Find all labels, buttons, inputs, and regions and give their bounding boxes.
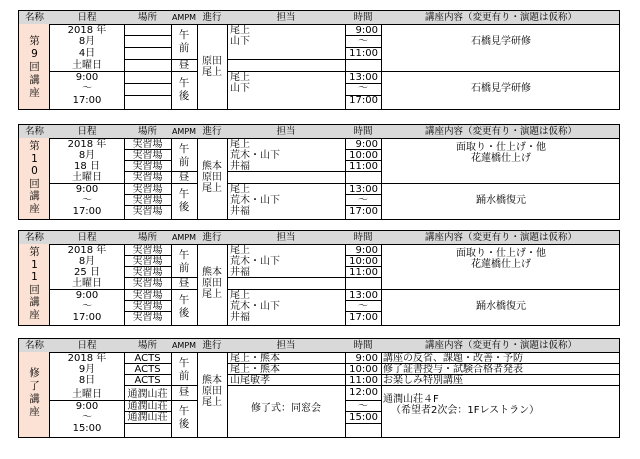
am-label: 午 前 <box>178 143 190 168</box>
place-1: ACTS <box>134 353 161 364</box>
tilde: ～ <box>82 83 92 94</box>
pm-start: 9:00 <box>75 184 99 195</box>
pm-start: 9:00 <box>75 290 99 301</box>
noon-label: 昼 <box>178 277 190 289</box>
session-9-table <box>18 10 620 110</box>
pm-end: 15:00 <box>72 423 102 434</box>
pm-label: 午 後 <box>178 77 190 102</box>
header-date: 日程 <box>77 126 97 137</box>
am-time-1: 9:00 <box>355 25 378 36</box>
header-place: 場所 <box>137 232 157 243</box>
am-content: 面取り・仕上げ・他 花蓮橋仕上げ <box>456 142 546 164</box>
date-month: 8月 <box>78 150 96 161</box>
am-label: 午 前 <box>178 249 190 274</box>
date-day: 8日 <box>78 375 96 386</box>
pm-time-3: 17:00 <box>349 312 378 323</box>
session-label: 第 1 0 回 講 座 <box>29 140 40 215</box>
pm-time-2: ～ <box>358 195 368 206</box>
place-2: 実習場 <box>132 256 163 267</box>
pm-instructor: 修了式：同窓会 <box>251 403 321 414</box>
am-time-2: 10:00 <box>349 256 378 267</box>
pm-instructor-3: 井福 <box>230 312 250 323</box>
noon-label: 昼 <box>178 59 190 71</box>
place-2: 実習場 <box>132 150 163 161</box>
am-label: 午 前 <box>178 29 190 54</box>
date-day: 18 日 <box>74 161 100 172</box>
tilde: ～ <box>82 195 92 206</box>
header-ampm: AMPM <box>171 341 197 350</box>
am-instructor-3: 山尾敏孝 <box>230 375 270 386</box>
am-instructor-2: 荒木・山下 <box>230 150 280 161</box>
header-place: 場所 <box>137 126 157 137</box>
place-1: 実習場 <box>132 139 163 150</box>
am-time-3: 11:00 <box>349 161 378 172</box>
am-instructor-1: 尾上・熊本 <box>230 353 280 364</box>
header-time: 時間 <box>353 340 373 351</box>
pm-time-2: ～ <box>358 301 368 312</box>
header-time: 時間 <box>353 232 373 243</box>
header-content: 講座内容（変更有り・演題は仮称） <box>424 12 577 23</box>
session-label: 第 9 回 講 座 <box>29 35 40 99</box>
am-instructor-1: 尾上 <box>230 25 250 36</box>
am-label: 午 前 <box>178 357 190 382</box>
place-3: ACTS <box>134 375 161 386</box>
progress-staff: 熊本 原田 尾上 <box>202 267 222 300</box>
place-5: 実習場 <box>132 184 163 195</box>
header-instructor: 担当 <box>276 126 296 137</box>
header-ampm: AMPM <box>171 13 197 22</box>
place-7: 実習場 <box>132 312 163 323</box>
header-date: 日程 <box>77 12 97 23</box>
am-content-1: 講座の反省、課題・改善・予防 <box>383 353 523 364</box>
pm-instructor-1: 尾上 <box>230 72 250 83</box>
header-name: 名称 <box>24 232 44 243</box>
am-time-2: 10:00 <box>349 364 378 375</box>
am-time-2: 10:00 <box>349 150 378 161</box>
pm-content: 踊水橋復元 <box>476 195 526 206</box>
header-instructor: 担当 <box>276 12 296 23</box>
header-progress: 進行 <box>202 232 222 243</box>
pm-time-3: 17:00 <box>349 206 378 217</box>
place-6: 実習場 <box>132 301 163 312</box>
pm-time-1: 13:00 <box>349 290 378 301</box>
place-3: 実習場 <box>132 161 163 172</box>
am-instructor-2: 荒木・山下 <box>230 256 280 267</box>
pm-time-1: 13:00 <box>349 184 378 195</box>
place-1: 実習場 <box>132 245 163 256</box>
header-time: 時間 <box>353 12 373 23</box>
pm-end: 17:00 <box>72 95 102 106</box>
date-year: 2018 年 <box>67 245 107 256</box>
am-content: 面取り・仕上げ・他 花蓮橋仕上げ <box>456 248 546 270</box>
session-label: 第 1 1 回 講 座 <box>29 246 40 321</box>
place-4: 実習場 <box>132 278 163 289</box>
pm-label: 午 後 <box>178 188 190 213</box>
pm-instructor-2: 山下 <box>230 83 250 94</box>
am-instructor-3: 井福 <box>230 267 250 278</box>
header-date: 日程 <box>77 340 97 351</box>
pm-instructor-2: 荒木・山下 <box>230 301 280 312</box>
pm-end: 17:00 <box>72 312 102 323</box>
pm-time-3: 17:00 <box>349 95 378 106</box>
place-6: 通潤山荘 <box>127 412 168 423</box>
place-5: 通潤山荘 <box>127 401 168 412</box>
date-day: 25 日 <box>74 267 100 278</box>
header-content: 講座内容（変更有り・演題は仮称） <box>424 340 577 351</box>
pm-content-1: 通潤山荘４F <box>383 394 439 405</box>
header-ampm: AMPM <box>171 127 197 136</box>
header-progress: 進行 <box>202 12 222 23</box>
header-place: 場所 <box>137 12 157 23</box>
final-session-table <box>18 338 620 438</box>
place-4: 実習場 <box>132 172 163 183</box>
place-3: 実習場 <box>132 267 163 278</box>
date-month: 9月 <box>78 364 96 375</box>
date-year: 2018 年 <box>67 353 107 364</box>
pm-instructor-3: 井福 <box>230 206 250 217</box>
header-progress: 進行 <box>202 340 222 351</box>
am-time-3: 11:00 <box>349 48 378 59</box>
pm-time-3: 15:00 <box>349 412 378 423</box>
session-label: 修 了 講 座 <box>29 367 40 418</box>
pm-time-1: 13:00 <box>349 72 378 83</box>
date-weekday: 土曜日 <box>72 60 102 71</box>
session-10-table <box>18 124 620 220</box>
pm-time-2: ～ <box>358 83 368 94</box>
pm-time-1: 12:00 <box>349 387 378 398</box>
am-time-1: 9:00 <box>355 353 378 364</box>
header-place: 場所 <box>137 340 157 351</box>
pm-start: 9:00 <box>75 401 99 412</box>
am-instructor-2: 山下 <box>230 36 250 47</box>
date-day: 4日 <box>78 48 96 59</box>
session-11-table <box>18 230 620 326</box>
pm-content: 踊水橋復元 <box>476 301 526 312</box>
date-weekday: 土曜日 <box>72 172 102 183</box>
date-month: 8月 <box>78 36 96 47</box>
place-4: 通潤山荘 <box>127 389 168 400</box>
am-time-1: 9:00 <box>355 139 378 150</box>
tilde: ～ <box>82 412 92 423</box>
date-month: 8月 <box>78 256 96 267</box>
am-instructor-2: 尾上・熊本 <box>230 364 280 375</box>
pm-content-2: （希望者2次会：1Fレストラン） <box>391 405 540 416</box>
progress-staff: 原田 尾上 <box>202 56 222 78</box>
header-ampm: AMPM <box>171 233 197 242</box>
am-instructor-1: 尾上 <box>230 245 250 256</box>
header-name: 名称 <box>24 340 44 351</box>
pm-instructor-2: 荒木・山下 <box>230 195 280 206</box>
place-5: 実習場 <box>132 290 163 301</box>
pm-time-2: ～ <box>358 401 368 412</box>
am-content: 石橋見学研修 <box>471 36 531 47</box>
progress-staff: 熊本 原田 尾上 <box>202 375 222 408</box>
noon-label: 昼 <box>178 171 190 183</box>
header-time: 時間 <box>353 126 373 137</box>
progress-staff: 熊本 原田 尾上 <box>202 161 222 194</box>
am-time-3: 11:00 <box>349 267 378 278</box>
pm-start: 9:00 <box>75 72 99 83</box>
date-weekday: 土曜日 <box>72 278 102 289</box>
am-content-3: お楽しみ特別講座 <box>383 375 463 386</box>
am-time-2: ～ <box>358 36 368 47</box>
pm-label: 午 後 <box>178 294 190 319</box>
pm-label: 午 後 <box>178 405 190 430</box>
header-content: 講座内容（変更有り・演題は仮称） <box>424 126 577 137</box>
pm-content: 石橋見学研修 <box>471 83 531 94</box>
header-name: 名称 <box>24 126 44 137</box>
am-instructor-3: 井福 <box>230 161 250 172</box>
am-time-3: 11:00 <box>349 375 378 386</box>
pm-end: 17:00 <box>72 206 102 217</box>
pm-instructor-1: 尾上 <box>230 290 250 301</box>
am-instructor-1: 尾上 <box>230 139 250 150</box>
date-year: 2018 年 <box>67 25 107 36</box>
place-2: ACTS <box>134 364 161 375</box>
header-content: 講座内容（変更有り・演題は仮称） <box>424 232 577 243</box>
header-instructor: 担当 <box>276 232 296 243</box>
am-content-2: 修了証書授与・試験合格者発表 <box>383 364 523 375</box>
noon-label: 昼 <box>178 386 190 398</box>
tilde: ～ <box>82 301 92 312</box>
header-progress: 進行 <box>202 126 222 137</box>
am-time-1: 9:00 <box>355 245 378 256</box>
header-instructor: 担当 <box>276 340 296 351</box>
pm-instructor-1: 尾上 <box>230 184 250 195</box>
date-year: 2018 年 <box>67 139 107 150</box>
header-date: 日程 <box>77 232 97 243</box>
place-7: 実習場 <box>132 206 163 217</box>
header-name: 名称 <box>24 12 44 23</box>
place-6: 実習場 <box>132 195 163 206</box>
date-weekday: 土曜日 <box>72 389 102 400</box>
